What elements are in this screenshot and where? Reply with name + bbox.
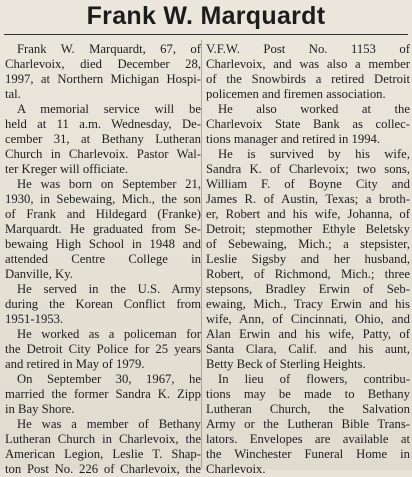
text-line: the Winchester Funeral Home in [206,447,410,461]
text-line: He was a member of Bethany [17,417,201,431]
text-line: James R. of Austin, Texas; a broth- [206,192,410,206]
text-line: V.F.W. Post No. 1153 of [206,42,410,56]
column-divider [201,40,202,468]
text-line: bewaing High School in 1948 and [5,237,201,251]
text-line: in Bay Shore. [5,402,75,416]
text-line: held at 11 a.m. Wednesday, De- [5,117,201,131]
text-line: In lieu of flowers, contribu- [218,372,410,386]
text-line: 1951-1953. [5,312,64,326]
text-line: Charlevoix, and was also a member [206,57,410,71]
text-line: Santa Clara, Calif. and his aunt, [206,342,410,356]
text-line: of Sebewaing, Mich.; a stepsister, [206,237,410,251]
text-line: Lutheran Church, the Salvation [206,402,410,416]
text-line: Detroit; stepmother Ethyle Beletsky [206,222,410,236]
text-line: lators. Envelopes are available at [206,432,410,446]
text-line: Sandra K. of Charlevoix; two sons, [206,162,410,176]
text-line: ton Post No. 226 of Charlevoix, the [5,462,201,476]
text-line: A memorial service will be [17,102,201,116]
text-line: of Frank and Hildegard (Franke) [5,207,201,221]
text-line: tal. [5,87,21,101]
text-line: Charlevoix. [206,462,266,476]
text-line: He served in the U.S. Army [17,282,201,296]
text-line: American Legion, Leslie T. Shap- [5,447,201,461]
text-line: tions manager and retired in 1994. [206,132,381,146]
left-column [5,42,201,476]
text-line: Danville, Ky. [5,267,73,281]
text-line: er, Robert and his wife, Johanna, of [206,207,410,221]
text-line: He also worked at the [218,102,410,116]
text-line: William F. of Boyne City and [206,177,410,191]
text-line: Church in Charlevoix. Pastor Wal- [5,147,201,161]
text-line: during the Korean Conflict from [5,297,201,311]
text-line: Robert, of Richmond, Mich.; three [206,267,410,281]
text-line: He worked as a policeman for [17,327,201,341]
obituary-headline: Frank W. Marquardt [86,2,326,30]
text-line: Marquardt. He graduated from Se- [5,222,201,236]
text-line: cember 31, at Bethany Lutheran [5,132,201,146]
text-line: Lutheran Church in Charlevoix, the [5,432,201,446]
headline-rule [4,34,408,35]
text-line: He was born on September 21, [17,177,201,191]
text-line: the Detroit City Police for 25 years [5,342,201,356]
text-line: 1997, at Northern Michigan Hospi- [5,72,201,86]
text-line: Army or the Lutheran Bible Trans- [206,417,410,431]
text-line: stepsons, Bradley Erwin of Seb- [206,282,410,296]
text-line: tions may be made to Bethany [206,387,410,401]
text-line: married the former Sandra K. Zipp [5,387,201,401]
text-line: 1930, in Sebewaing, Mich., the son [5,192,201,206]
right-column [206,42,410,476]
text-line: ewaing, Mich., Tracy Erwin and his [206,297,410,311]
text-line: Frank W. Marquardt, 67, of [17,42,201,56]
text-line: Alan Erwin and his wife, Patty, of [206,327,410,341]
text-line: attended Centre College in [5,252,201,266]
text-line: and retired in May of 1979. [5,357,145,371]
text-line: He is survived by his wife, [218,147,410,161]
text-line: wife, Ann, of Cincinnati, Ohio, and [206,312,410,326]
text-line: On September 30, 1967, he [17,372,201,386]
text-line: ter Kreger will officiate. [5,162,129,176]
text-line: Charlevoix State Bank as collec- [206,117,410,131]
text-line: Charlevoix, died December 28, [5,57,201,71]
text-line: Betty Beck of Sterling Heights. [206,357,366,371]
text-line: Leslie Sigsby and her husband, [206,252,410,266]
text-line: of the Snowbirds a retired Detroit [206,72,410,86]
text-line: policemen and firemen association. [206,87,386,101]
